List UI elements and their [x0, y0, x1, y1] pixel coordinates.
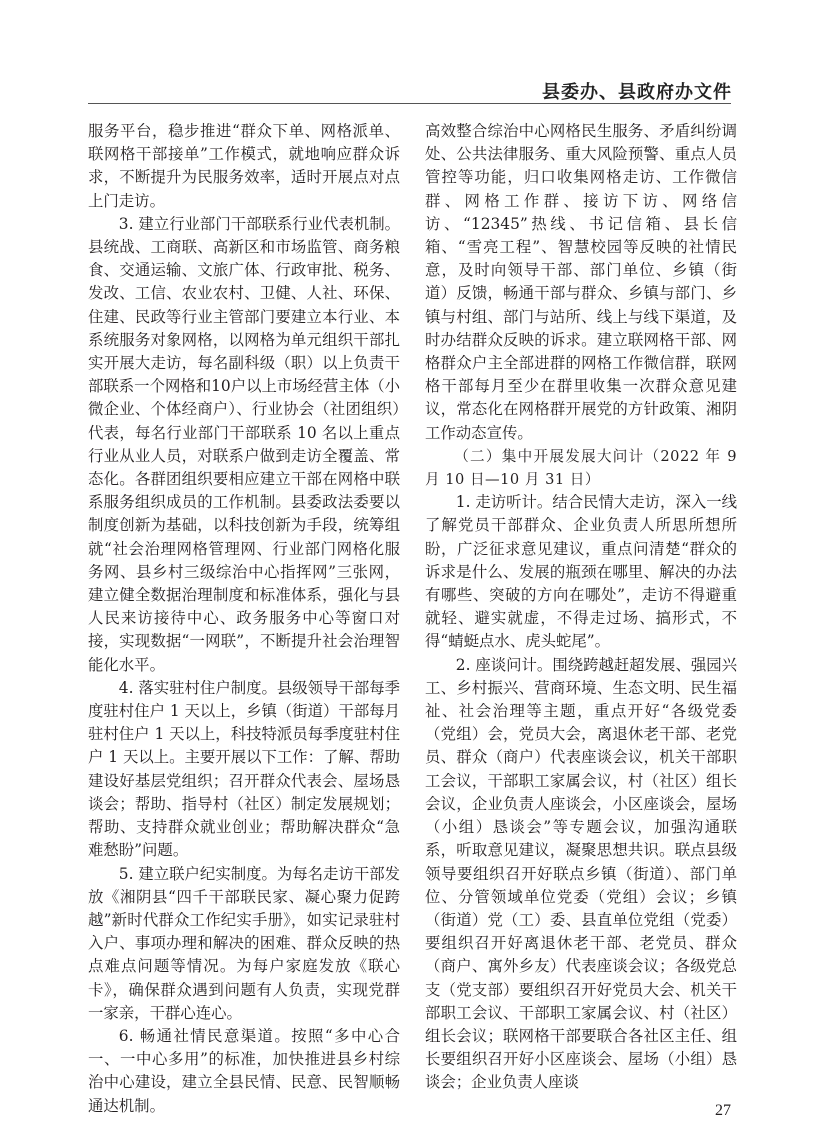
left-column — [88, 120, 400, 1118]
paragraph-item-4: 4. 落实驻村住户制度。县级领导干部每季度驻村住户 1 天以上，乡镇（街道）干部每月驻村住户 1 天以上，科技特派员每季度驻村住户 1 天以上。主要开展以下工作：了解、帮助建设好基层党组织；召开群众代表会、屋场恳谈会；帮助、指导村（社区）制定发展规划；帮助、支持群众就业创业；帮助解决群众“急难愁盼”问题。 — [88, 678, 401, 860]
page-number: 27 — [715, 1101, 731, 1119]
header-divider — [88, 103, 731, 104]
paragraph-continuation: 高效整合综治中心网格民生服务、矛盾纠纷调处、公共法律服务、重大风险预警、重点人员管控等功能，归口收集网格走访、工作微信群、网格工作群、接访下访、网络信访、“12345”热线、书记信箱、县长信箱、“雪亮工程”、智慧校园等反映的社情民意，及时向领导干部、部门单位、乡镇（街道）反馈，畅通干部与群众、乡镇与部门、乡镇与村组、部门与站所、线上与线下渠道，及时办结群众反映的诉求。建立联网格干部、网格群众户主全部进群的网格工作微信群，联网格干部每月至少在群里收集一次群众意见建议，常态化在网格群开展党的方针政策、湘阴工作动态宣传。 — [425, 122, 737, 442]
paragraph-item-1: 1. 走访听计。结合民情大走访，深入一线了解党员干部群众、企业负责人所思所想所盼，广泛征求意见建议，重点问清楚“群众的诉求是什么、发展的瓶颈在哪里、解决的办法有哪些、突破的方向在哪处”，走访不得避重就轻、避实就虚，不得走过场、搞形式，不得“蜻蜓点水、虎头蛇尾”。 — [425, 493, 738, 651]
paragraph-continuation: 服务平台，稳步推进“群众下单、网格派单、联网格干部接单”工作模式，就地响应群众诉求，不断提升为民服务效率，适时开展点对点上门走访。 — [88, 122, 400, 210]
paragraph-item-2: 2. 座谈问计。围绕跨越赶超发展、强园兴工、乡村振兴、营商环境、生态文明、民生福祉、社会治理等主题，重点开好“各级党委（党组）会，党员大会，离退休老干部、老党员、群众（商户）代表座谈会议，机关干部职工会议，干部职工家属会议，村（社区）组长会议，企业负责人座谈会，小区座谈会，屋场（小组）恳谈会”等专题会议，加强沟通联系，听取意见建议，凝聚思想共识。联点县级领导要组织召开好联点乡镇（街道）、部门单位、分管领域单位党委（党组）会议；乡镇（街道）党（工）委、县直单位党组（党委）要组织召开好离退休老干部、老党员、群众（商户、寓外乡友）代表座谈会议；各级党总支（党支部）要组织召开好党员大会、机关干部职工会议、干部职工家属会议、村（社区）组长会议；联网格干部要联合各社区主任、组长要组织召开好小区座谈会、屋场（小组）恳谈会；企业负责人座谈 — [425, 655, 738, 1092]
paragraph-item-6: 6. 畅通社情民意渠道。按照“多中心合一、一中心多用”的标准，加快推进县乡村综治中心建设，建立全县民情、民意、民智顺畅通达机制。 — [88, 1026, 400, 1115]
running-header-title: 县委办、县政府办文件 — [542, 82, 732, 103]
right-column — [425, 120, 737, 1121]
section-heading: （二）集中开展发展大问计（2022 年 9 月 10 日—10 月 31 日） — [425, 447, 737, 489]
paragraph-item-3: 3. 建立行业部门干部联系行业代表机制。县统战、工商联、高新区和市场监管、商务粮食、交通运输、文旅广体、行政审批、税务、发改、工信、农业农村、卫健、人社、环保、住建、民政等行业主管部门要建立本行业、本系统服务对象网格，以网格为单元组织干部扎实开展大走访，每名副科级（职）以上负责干部联系一个网格和10户以上市场经营主体（小微企业、个体经商户）、行业协会（社团组织）代表，每名行业部门干部联系 10 名以上重点行业从业人员，对联系户做到走访全覆盖、常态化。各群团组织要相应建立干部在网格中联系服务组织成员的工作机制。县委政法委要以制度创新为基础，以科技创新为手段，统筹组就“社会治理网格管理网、行业部门网格化服务网、县乡村三级综治中心指挥网”三张网，建立健全数据治理制度和标准体系，强化与县人民来访接待中心、政务服务中心等窗口对接，实现数据“一网联”，不断提升社会治理智能化水平。 — [88, 214, 401, 674]
paragraph-item-5: 5. 建立联户纪实制度。为每名走访干部发放《湘阴县“四千干部联民家、凝心聚力促跨越”新时代群众工作纪实手册》，如实记录驻村入户、事项办理和解决的困难、群众反映的热点难点问题等情况。为每户家庭发放《联心卡》，确保群众遇到问题有人负责，实现党群一家亲，干群心连心。 — [88, 864, 401, 1022]
